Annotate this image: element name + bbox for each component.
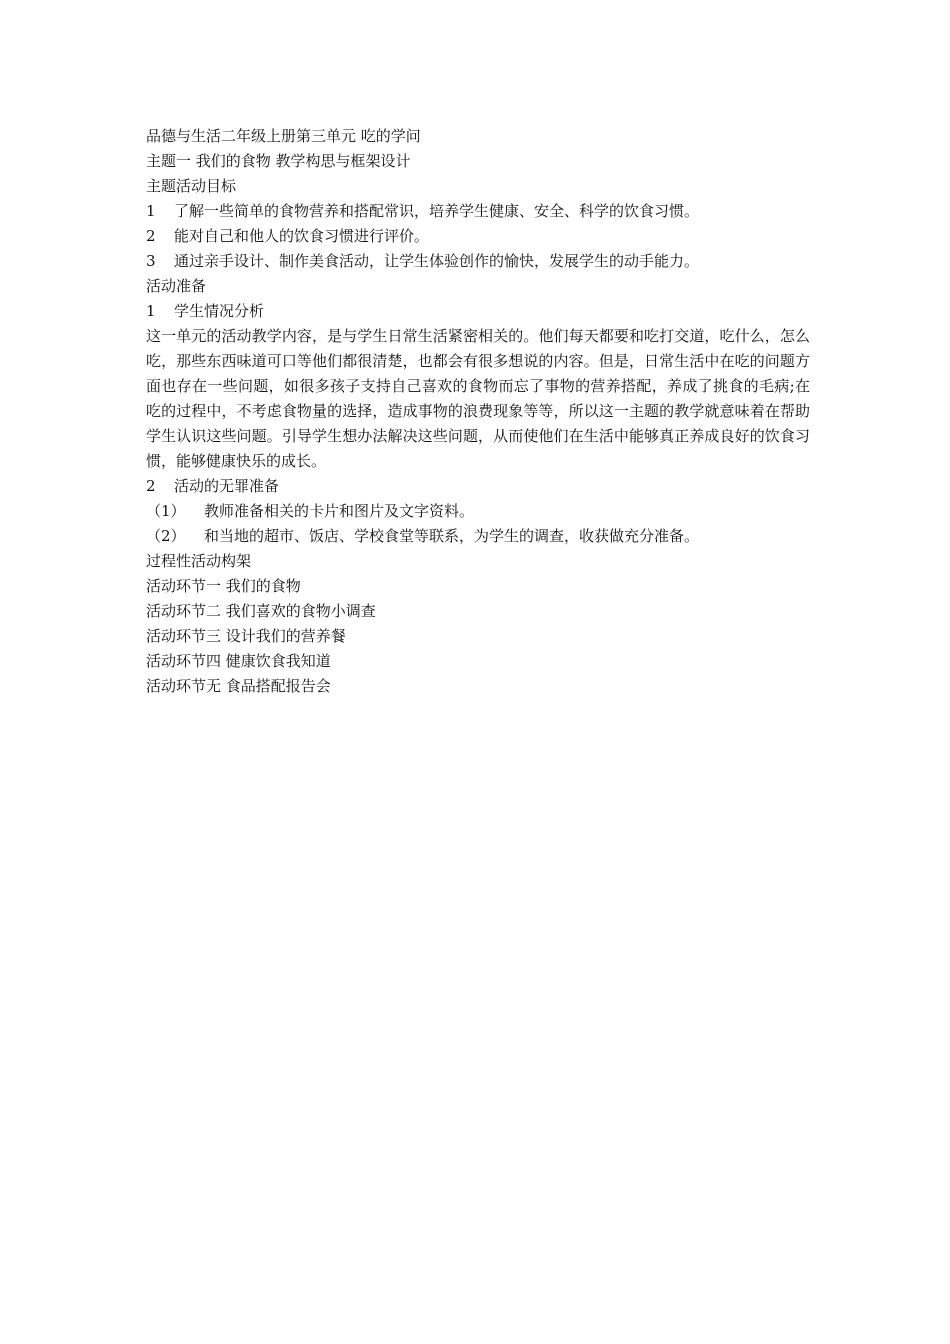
analysis-heading-text: 学生情况分析: [174, 302, 265, 320]
analysis-paragraph: 这一单元的活动教学内容，是与学生日常生活紧密相关的。他们每天都要和吃打交道，吃什么，怎么吃，那些东西味道可口等他们都很清楚，也都会有很多想说的内容。但是，日常生活中在吃的问题方面也存在一些问题，如很多孩子支持自己喜欢的食物而忘了事物的营养搭配，养成了挑食的毛病;在吃的过程中，不考虑食物量的选择，造成事物的浪费现象等等，所以这一主题的教学就意味着在帮助学生认识这些问题。引导学生想办法解决这些问题，从而使他们在生活中能够真正养成良好的饮食习惯，能够健康快乐的成长。: [146, 327, 810, 470]
analysis-heading: [146, 299, 810, 324]
goal-item: [146, 249, 810, 274]
material-heading: [146, 474, 810, 499]
material-item-number: （1）: [146, 502, 186, 520]
goal-item: [146, 224, 810, 249]
document-title: 品德与生活二年级上册第三单元 吃的学问: [146, 127, 421, 145]
material-heading-text: 活动的无罪准备: [174, 477, 280, 495]
goal-text: 通过亲手设计、制作美食活动，让学生体验创作的愉快，发展学生的动手能力。: [174, 252, 700, 270]
material-item-text: 和当地的超市、饭店、学校食堂等联系，为学生的调查，收获做充分准备。: [204, 527, 700, 545]
process-step: 活动环节无 食品搭配报告会: [146, 677, 331, 695]
document-page: [146, 124, 810, 699]
prep-heading: 活动准备: [146, 277, 207, 295]
document-subtitle: 主题一 我们的食物 教学构思与框架设计: [146, 152, 411, 170]
goal-text: 能对自己和他人的饮食习惯进行评价。: [174, 227, 430, 245]
material-number: 2: [146, 477, 156, 495]
goal-text: 了解一些简单的食物营养和搭配常识，培养学生健康、安全、科学的饮食习惯。: [174, 202, 700, 220]
process-step: 活动环节一 我们的食物: [146, 577, 301, 595]
material-item-text: 教师准备相关的卡片和图片及文字资料。: [204, 502, 475, 520]
goals-heading: 主题活动目标: [146, 177, 237, 195]
material-item: [146, 524, 810, 549]
goal-number: 1: [146, 202, 156, 220]
process-step: 活动环节三 设计我们的营养餐: [146, 627, 346, 645]
process-step: 活动环节四 健康饮食我知道: [146, 652, 331, 670]
process-step: 活动环节二 我们喜欢的食物小调查: [146, 602, 376, 620]
process-heading: 过程性活动构架: [146, 552, 252, 570]
goal-number: 3: [146, 252, 156, 270]
material-item-number: （2）: [146, 527, 186, 545]
goal-number: 2: [146, 227, 156, 245]
analysis-number: 1: [146, 302, 156, 320]
material-item: [146, 499, 810, 524]
goal-item: [146, 199, 810, 224]
